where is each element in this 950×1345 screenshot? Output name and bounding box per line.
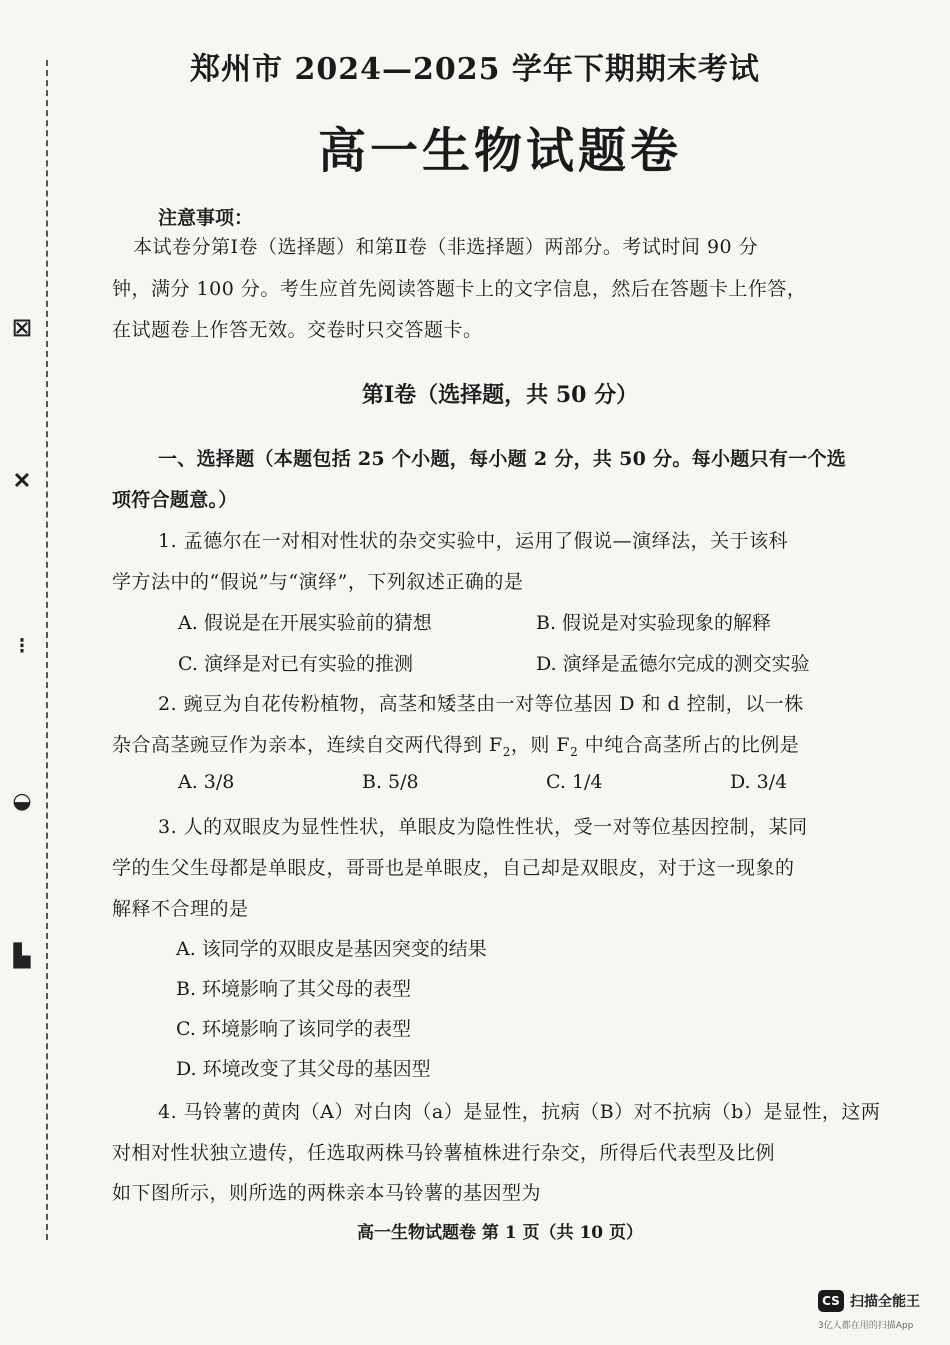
question-3-stem: 学的生父生母都是单眼皮，哥哥也是单眼皮，自己却是双眼皮，对于这一现象的 [112, 857, 795, 879]
question-2-option-a: A. 3/8 [178, 771, 235, 793]
notice-line: 钟，满分 100 分。考生应首先阅读答题卡上的文字信息，然后在答题卡上作答， [112, 278, 807, 300]
question-2-stem-part: 中纯合高茎所占的比例是 [578, 734, 800, 756]
binding-mark: ⁝ [18, 633, 26, 659]
question-1-stem: 1. 孟德尔在一对相对性状的杂交实验中，运用了假说—演绎法，关于该科 [158, 530, 789, 552]
question-3-option-b: B. 环境影响了其父母的表型 [176, 978, 412, 1000]
question-4-stem: 对相对性状独立遗传，任选取两株马铃薯植株进行杂交，所得后代表型及比例 [112, 1142, 776, 1164]
section-title: 第Ⅰ卷（选择题，共 50 分） [361, 382, 639, 408]
question-2-stem-part: 杂合高茎豌豆作为亲本，连续自交两代得到 F [112, 734, 503, 756]
question-1-option-a: A. 假说是在开展实验前的猜想 [178, 612, 432, 634]
binding-mark: ☒ [12, 316, 32, 342]
exam-title: 郑州市 2024—2025 学年下期期末考试 [190, 52, 760, 87]
question-1-stem: 学方法中的“假说”与“演绎”，下列叙述正确的是 [112, 571, 524, 593]
notice-heading: 注意事项： [158, 207, 254, 229]
question-2-stem [112, 730, 799, 759]
question-3-option-d: D. 环境改变了其父母的基因型 [176, 1058, 431, 1080]
question-3-stem: 3. 人的双眼皮为显性性状，单眼皮为隐性性状，受一对等位基因控制，某同 [158, 816, 808, 838]
question-3-option-a: A. 该同学的双眼皮是基因突变的结果 [176, 938, 487, 960]
notice-line: 在试题卷上作答无效。交卷时只交答题卡。 [112, 319, 483, 341]
question-2-option-d: D. 3/4 [730, 771, 788, 793]
question-1-option-c: C. 演绎是对已有实验的推测 [178, 653, 413, 675]
paper-title: 高一生物试题卷 [317, 123, 682, 179]
question-1-option-b: B. 假说是对实验现象的解释 [536, 612, 772, 634]
question-4-stem: 4. 马铃薯的黄肉（A）对白肉（a）是显性，抗病（B）对不抗病（b）是显性，这两 [158, 1101, 881, 1123]
question-1-option-d: D. 演绎是孟德尔完成的测交实验 [536, 653, 810, 675]
part-heading: 项符合题意。） [112, 489, 238, 511]
question-3-option-c: C. 环境影响了该同学的表型 [176, 1018, 411, 1040]
binding-dashed-line [46, 60, 48, 1240]
page-footer: 高一生物试题卷 第 1 页（共 10 页） [356, 1223, 644, 1243]
part-heading: 一、选择题（本题包括 25 个小题，每小题 2 分，共 50 分。每小题只有一个选 [158, 448, 847, 470]
camscanner-logo-icon: CS [818, 1290, 844, 1312]
question-2-stem: 2. 豌豆为自花传粉植物，高茎和矮茎由一对等位基因 D 和 d 控制，以一株 [158, 693, 804, 715]
binding-mark: ▙ [13, 943, 31, 969]
scanner-watermark [818, 1290, 920, 1312]
subscript: 2 [570, 744, 579, 759]
question-2-option-b: B. 5/8 [362, 771, 419, 793]
question-2-option-c: C. 1/4 [546, 771, 603, 793]
scanner-app-name: 扫描全能王 [850, 1294, 920, 1310]
subscript: 2 [502, 744, 511, 759]
binding-mark: ◒ [12, 788, 32, 814]
question-2-stem-part: ，则 F [510, 734, 571, 756]
question-4-stem: 如下图所示，则所选的两株亲本马铃薯的基因型为 [112, 1182, 542, 1204]
binding-mark: ✕ [12, 468, 32, 494]
notice-line: 本试卷分第Ⅰ卷（选择题）和第Ⅱ卷（非选择题）两部分。考试时间 90 分 [133, 236, 759, 258]
question-3-stem: 解释不合理的是 [112, 898, 249, 920]
scanner-tagline: 3亿人都在用的扫描App [818, 1321, 914, 1331]
